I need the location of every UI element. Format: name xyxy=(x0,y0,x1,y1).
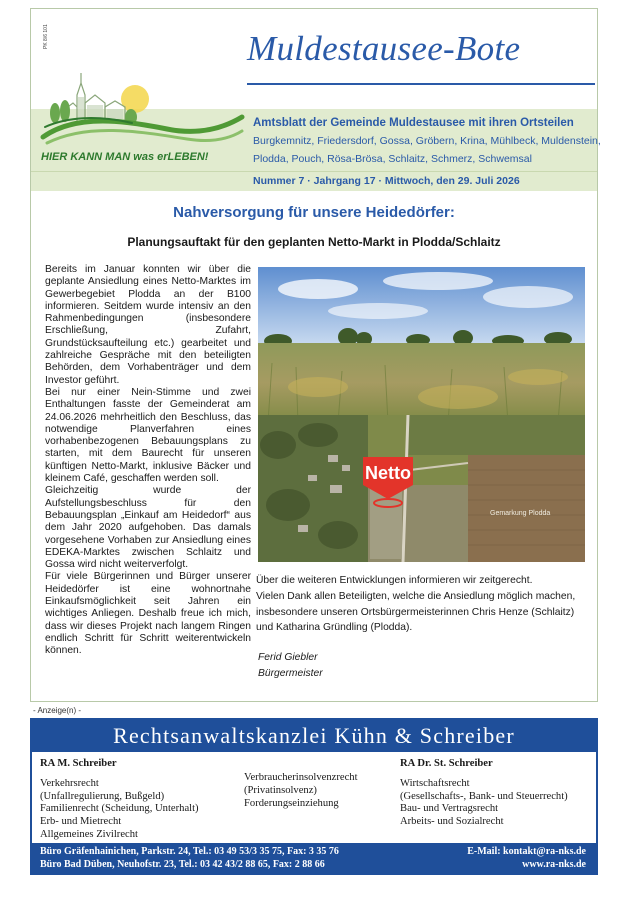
website-link[interactable]: www.ra-nks.de xyxy=(522,859,586,870)
article xyxy=(30,190,598,702)
lawyer-name: RA M. Schreiber xyxy=(40,758,117,769)
office-address-1: Büro Gräfenhainichen, Parkstr. 24, Tel.: 03 49 53/3 35 75, Fax: 3 35 76 xyxy=(40,846,339,857)
ad-column-1 xyxy=(40,758,250,842)
ad-footer xyxy=(32,843,596,873)
practice-area: Bau- und Vertragsrecht xyxy=(400,803,499,815)
practice-area: Erb- und Mietrecht xyxy=(40,816,122,828)
practice-area: Arbeits- und Sozialrecht xyxy=(400,816,504,828)
ad-column-2 xyxy=(244,772,404,810)
article-paragraph: Gleichzeitig wurde der Aufstellungsbeschluss für den Bebauungsplan „Einkauf am Heidedorf“ aus dem Jahr 2020 aufgehoben. Das damals vorgesehene Vorhaben zur Ansiedlung eines EDEKA-Marktes zwischen Schlaitz und Gossa wird nicht weiterverfolgt. xyxy=(45,485,251,571)
signature xyxy=(258,650,323,682)
masthead xyxy=(30,8,601,190)
signature-role: Bürgermeister xyxy=(258,667,323,679)
law-firm-ad xyxy=(30,718,598,875)
aerial-map xyxy=(258,415,585,562)
closing-paragraph: Vielen Dank allen Beteiligten, welche die Ansiedlung möglich machen, insbesondere unseren Ortsbürgermeisterinnen Chris Henze (Schlaitz) und Katharina Gründling (Plodda). xyxy=(256,590,576,634)
practice-area: (Unfallregulierung, Bußgeld) xyxy=(40,790,165,802)
practice-area: Verkehrsrecht xyxy=(40,777,99,789)
title-rule xyxy=(247,83,595,85)
districts-line-1: Burgkemnitz, Friedersdorf, Gossa, Gröbern, Krina, Mühlbeck, Muldenstein, xyxy=(253,135,601,147)
firm-name: Rechtsanwaltskanzlei Kühn & Schreiber xyxy=(32,720,596,752)
article-paragraph: Bereits im Januar konnten wir über die geplante Ansiedlung eines Netto-Marktes im Gewerbegebiet Plodda an der B100 informieren. Seitdem wurde intensiv an den Rahmenbedingungen (insbesondere Erschließung, Zufahrt, Grundstücksaufteilung etc.) gearbeitet und zahlreiche Gespräche mit den beteiligten Behörden, dem Vorhabenträger und dem Investor geführt. xyxy=(45,264,251,386)
slogan: HIER KANN MAN was erLEBEN! xyxy=(41,151,209,163)
signature-name: Ferid Giebler xyxy=(258,652,318,663)
practice-area: Wirtschaftsrecht xyxy=(400,777,470,789)
gazette-subtitle: Amtsblatt der Gemeinde Muldestausee mit ihren Ortsteilen xyxy=(253,117,574,129)
practice-area: Forderungseinziehung xyxy=(244,797,339,809)
practice-area: (Privatinsolvenz) xyxy=(244,784,317,796)
map-area-label: Gemarkung Plodda xyxy=(490,510,551,517)
article-paragraph: Bei nur einer Nein-Stimme und zwei Enthaltungen fasste der Gemeinderat am 24.06.2026 mehrheitlich den Beschluss, das notwendige Planverfahren eines vorhabenbezogenen Bebauungsplans zu starten, mit dem Baurecht für unseren künftigen Netto-Markt, inklusive Bäcker und kleinem Café, geschaffen werden soll. xyxy=(45,386,251,485)
practice-area: Allgemeines Zivilrecht xyxy=(40,828,138,840)
field-photo xyxy=(258,267,585,423)
practice-area: Familienrecht (Scheidung, Unterhalt) xyxy=(40,803,199,815)
email-link[interactable]: E-Mail: kontakt@ra-nks.de xyxy=(467,846,586,857)
newspaper-title: Muldestausee-Bote xyxy=(247,29,521,68)
ad-label: - Anzeige(n) - xyxy=(33,706,82,715)
issue-info: Nummer 7 · Jahrgang 17 · Mittwoch, den 29. Juli 2026 xyxy=(253,175,520,187)
town-logo xyxy=(37,43,247,163)
practice-area: (Gesellschafts-, Bank- und Steuerrecht) xyxy=(400,790,568,802)
article-paragraph: Für viele Bürgerinnen und Bürger unserer Heidedörfer ist eine wohnortnahe Einkaufsmöglichkeit seit Jahren ein wichtiges Anliegen. Deshalb freue ich mich, dass wir dieses Projekt nach langem Ringen endlich Schritt für Schritt weiterentwickeln können. xyxy=(45,571,251,657)
side-code: PK 8/6 101 xyxy=(43,24,49,49)
practice-area: Verbraucherinsolvenzrecht xyxy=(244,772,358,783)
office-address-2: Büro Bad Düben, Neuhofstr. 23, Tel.: 03 42 43/2 88 65, Fax: 2 88 66 xyxy=(40,859,325,870)
article-headline: Nahversorgung für unsere Heidedörfer: xyxy=(173,204,455,221)
districts-line-2: Plodda, Pouch, Rösa-Brösa, Schlaitz, Schmerz, Schwemsal xyxy=(253,153,532,165)
ad-column-3 xyxy=(400,758,595,829)
closing-paragraph: Über die weiteren Entwicklungen informieren wir zeitgerecht. xyxy=(256,575,533,586)
lawyer-name: RA Dr. St. Schreiber xyxy=(400,758,493,769)
article-body xyxy=(45,264,251,658)
article-subheadline: Planungsauftakt für den geplanten Netto-Markt in Plodda/Schlaitz xyxy=(127,235,501,249)
article-closing xyxy=(256,573,591,636)
map-marker-label: Netto xyxy=(365,463,411,483)
